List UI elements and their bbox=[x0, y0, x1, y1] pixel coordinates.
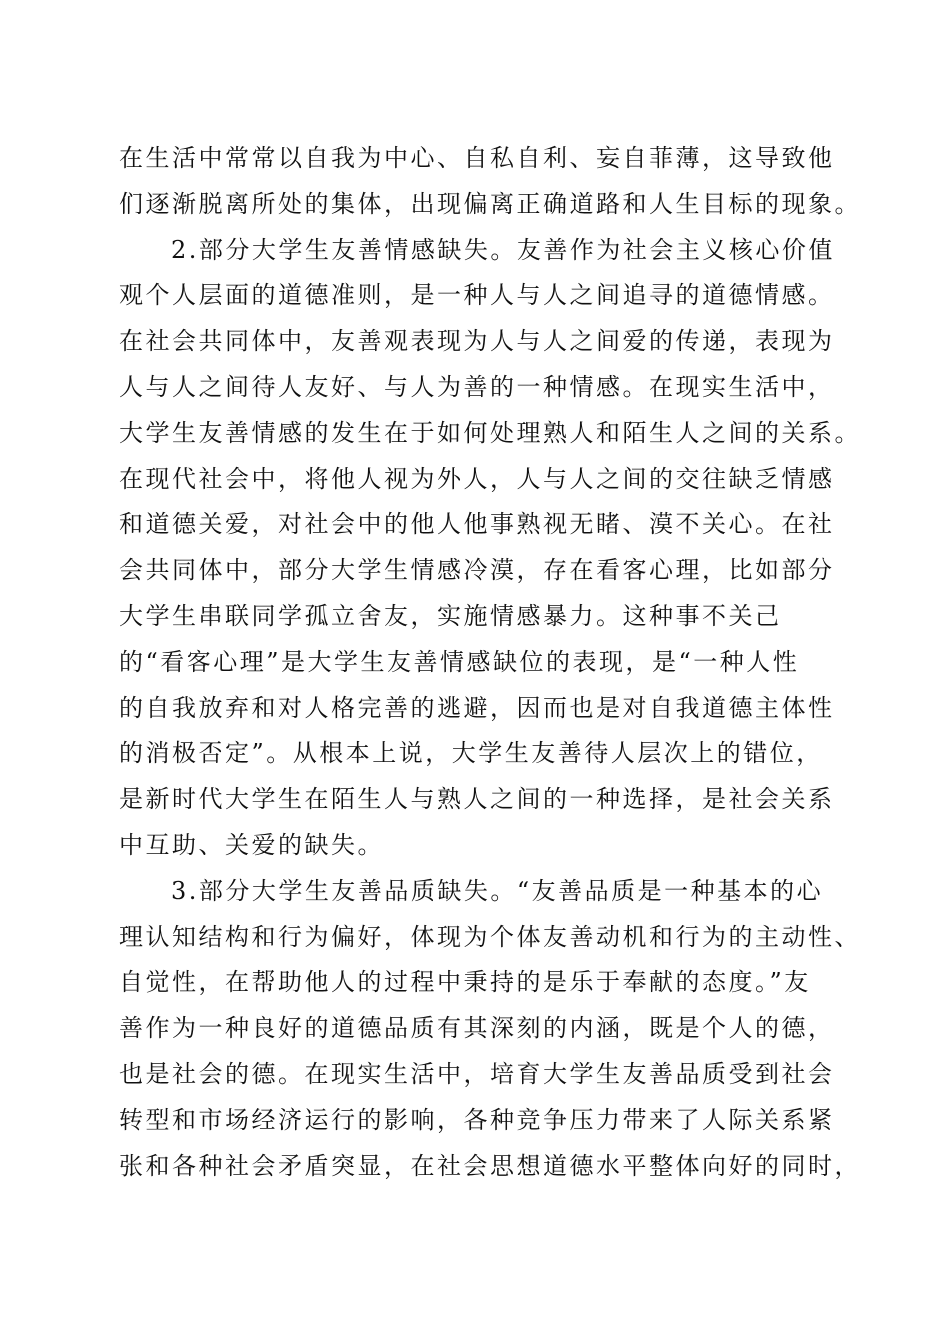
text-line: 人与人之间待人友好、与人为善的一种情感。在现实生活中， bbox=[119, 372, 835, 401]
paragraph-first-line: 3.部分大学生友善品质缺失。“友善品质是一种基本的心 bbox=[171, 876, 824, 905]
paragraph-first-line: 2.部分大学生友善情感缺失。友善作为社会主义核心价值 bbox=[171, 235, 835, 264]
text-line: 会共同体中，部分大学生情感冷漠，存在看客心理，比如部分 bbox=[119, 556, 835, 585]
text-line: 善作为一种良好的道德品质有其深刻的内涵，既是个人的德， bbox=[119, 1014, 835, 1043]
text-line: 是新时代大学生在陌生人与熟人之间的一种选择，是社会关系 bbox=[119, 785, 835, 814]
text-line: 在生活中常常以自我为中心、自私自利、妄自菲薄，这导致他 bbox=[119, 144, 835, 172]
text-line: 的消极否定”。从根本上说，大学生友善待人层次上的错位， bbox=[119, 739, 823, 768]
text-line: 在现代社会中，将他人视为外人，人与人之间的交往缺乏情感 bbox=[119, 464, 835, 493]
text-line: 的“看客心理”是大学生友善情感缺位的表现，是“一种人性 bbox=[119, 647, 800, 676]
text-line: 理认知结构和行为偏好，体现为个体友善动机和行为的主动性、 bbox=[119, 922, 861, 951]
text-line: 观个人层面的道德准则，是一种人与人之间追寻的道德情感。 bbox=[119, 281, 835, 310]
text-line: 中互助、关爱的缺失。 bbox=[119, 830, 384, 859]
text-line: 大学生友善情感的发生在于如何处理熟人和陌生人之间的关系。 bbox=[119, 418, 861, 447]
text-line: 们逐渐脱离所处的集体，出现偏离正确道路和人生目标的现象。 bbox=[119, 189, 861, 218]
text-line: 张和各种社会矛盾突显，在社会思想道德水平整体向好的同时， bbox=[119, 1151, 861, 1180]
text-line: 转型和市场经济运行的影响，各种竞争压力带来了人际关系紧 bbox=[119, 1105, 835, 1134]
text-line: 的自我放弃和对人格完善的逃避，因而也是对自我道德主体性 bbox=[119, 693, 835, 722]
text-line: 和道德关爱，对社会中的他人他事熟视无睹、漠不关心。在社 bbox=[119, 510, 835, 539]
text-line: 大学生串联同学孤立舍友，实施情感暴力。这种事不关己 bbox=[119, 601, 782, 630]
text-line: 自觉性，在帮助他人的过程中秉持的是乐于奉献的态度。”友 bbox=[119, 968, 811, 997]
body-text bbox=[119, 136, 861, 1189]
text-line: 在社会共同体中，友善观表现为人与人之间爱的传递，表现为 bbox=[119, 327, 835, 356]
text-line: 也是社会的德。在现实生活中，培育大学生友善品质受到社会 bbox=[119, 1059, 835, 1088]
